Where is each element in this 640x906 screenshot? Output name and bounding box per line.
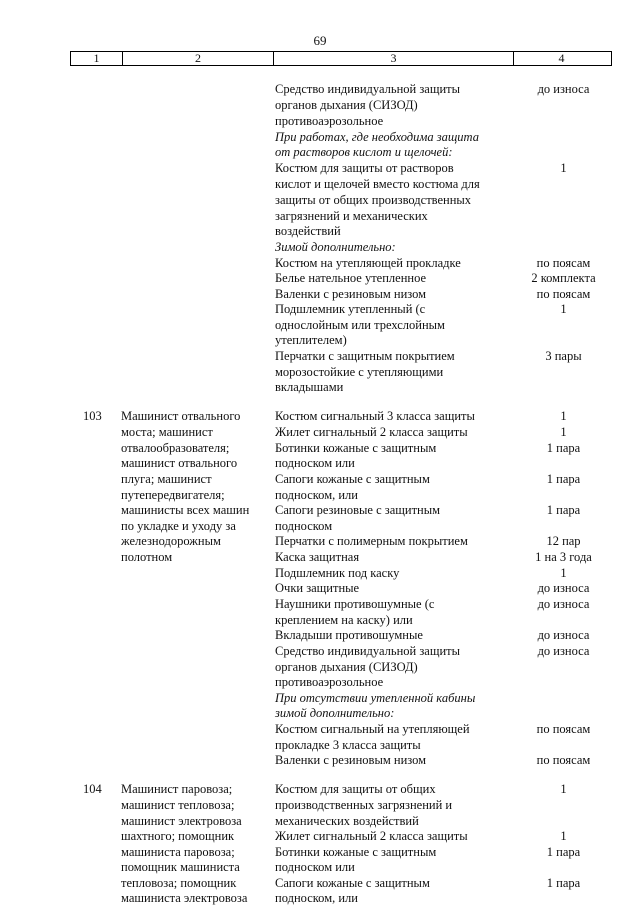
occupation-line: моста; машинист — [121, 425, 213, 439]
occupation-line: тепловоза; помощник — [121, 876, 237, 890]
ppe-item-line: При отсутствии утепленной кабины — [275, 691, 476, 705]
ppe-item-line: загрязнений и механических — [275, 209, 428, 223]
quantity-cell: до износа — [537, 628, 590, 642]
quantity-cell: по поясам — [536, 287, 591, 301]
quantity-cell: 1 — [560, 302, 567, 316]
ppe-item-line: Перчатки с полимерным покрытием — [275, 534, 468, 548]
ppe-item-line: морозостойкие с утепляющими — [275, 365, 444, 379]
ppe-item-line: Зимой дополнительно: — [275, 240, 396, 254]
ppe-item-line: Костюм сигнальный на утепляющей — [275, 722, 470, 736]
ppe-item-line: органов дыхания (СИЗОД) — [275, 660, 418, 674]
ppe-item-line: производственных загрязнений и — [275, 798, 453, 812]
ppe-item-line: Ботинки кожаные с защитным — [275, 845, 437, 859]
ppe-item-line: однослойным или трехслойным — [275, 318, 445, 332]
ppe-item-line: подноском или — [275, 456, 355, 470]
ppe-item-line: противоаэрозольное — [275, 114, 384, 128]
quantity-cell: 1 — [560, 425, 567, 439]
quantity-cell: 1 — [560, 566, 567, 580]
ppe-item-line: защиты от общих производственных — [275, 193, 472, 207]
quantity-cell: 1 пара — [546, 845, 581, 859]
header-col-2: 2 — [123, 52, 274, 65]
quantity-cell: 1 — [560, 782, 567, 796]
occupation-line: машиниста электровоза — [121, 891, 248, 905]
ppe-item-line: органов дыхания (СИЗОД) — [275, 98, 418, 112]
occupation-line: железнодорожным — [121, 534, 221, 548]
quantity-cell: 1 пара — [546, 876, 581, 890]
ppe-item-line: подноском, или — [275, 891, 358, 905]
ppe-item-line: от растворов кислот и щелочей: — [275, 145, 453, 159]
occupation-line: плуга; машинист — [121, 472, 212, 486]
occupation-line: машинист электровоза — [121, 814, 242, 828]
quantity-cell: до износа — [537, 597, 590, 611]
quantity-cell: 1 — [560, 161, 567, 175]
ppe-item-line: противоаэрозольное — [275, 675, 384, 689]
ppe-item-line: воздействий — [275, 224, 341, 238]
occupation-line: путепередвигателя; — [121, 488, 225, 502]
ppe-item-line: подноском или — [275, 860, 355, 874]
ppe-item-line: Костюм на утепляющей прокладке — [275, 256, 461, 270]
ppe-item-line: Ботинки кожаные с защитным — [275, 441, 437, 455]
ppe-item-line: Вкладыши противошумные — [275, 628, 423, 642]
ppe-item-line: зимой дополнительно: — [275, 706, 395, 720]
ppe-item-line: Сапоги кожаные с защитным — [275, 876, 430, 890]
ppe-item-line: Костюм для защиты от общих — [275, 782, 436, 796]
occupation-line: машинист тепловоза; — [121, 798, 235, 812]
ppe-item-line: Валенки с резиновым низом — [275, 287, 427, 301]
quantity-cell: до износа — [537, 644, 590, 658]
ppe-item-line: Сапоги резиновые с защитным — [275, 503, 441, 517]
occupation-line: шахтного; помощник — [121, 829, 235, 843]
ppe-item-line: Костюм сигнальный 3 класса защиты — [275, 409, 475, 423]
occupation-line: машинист отвального — [121, 456, 238, 470]
ppe-item-line: прокладке 3 класса защиты — [275, 738, 421, 752]
ppe-item-line: подноском — [275, 519, 333, 533]
quantity-cell: 12 пар — [546, 534, 581, 548]
ppe-item-line: Каска защитная — [275, 550, 360, 564]
quantity-cell: 2 комплекта — [531, 271, 596, 285]
occupation-line: по укладке и уходу за — [121, 519, 236, 533]
ppe-item-line: Средство индивидуальной защиты — [275, 644, 461, 658]
ppe-item-line: креплением на каску) или — [275, 613, 413, 627]
quantity-cell: 1 пара — [546, 472, 581, 486]
occupation-line: машиниста паровоза; — [121, 845, 235, 859]
ppe-item-line: Жилет сигнальный 2 класса защиты — [275, 425, 468, 439]
quantity-cell: до износа — [537, 82, 590, 96]
ppe-item-line: подноском, или — [275, 488, 358, 502]
ppe-item-line: Подшлемник под каску — [275, 566, 400, 580]
ppe-item-line: Костюм для защиты от растворов — [275, 161, 454, 175]
header-col-1: 1 — [71, 52, 123, 65]
row-number: 104 — [83, 782, 102, 796]
ppe-item-line: Перчатки с защитным покрытием — [275, 349, 455, 363]
quantity-cell: 1 — [560, 829, 567, 843]
header-col-3: 3 — [274, 52, 514, 65]
row-number: 103 — [83, 409, 102, 423]
header-col-4: 4 — [558, 51, 565, 65]
ppe-item-line: вкладышами — [275, 380, 344, 394]
ppe-item-line: Наушники противошумные (с — [275, 597, 435, 611]
ppe-item-line: кислот и щелочей вместо костюма для — [275, 177, 480, 191]
occupation-line: полотном — [121, 550, 173, 564]
quantity-cell: 1 на 3 года — [535, 550, 592, 564]
quantity-cell: по поясам — [536, 722, 591, 736]
quantity-cell: до износа — [537, 581, 590, 595]
occupation-line: Машинист паровоза; — [121, 782, 233, 796]
ppe-item-line: Средство индивидуальной защиты — [275, 82, 461, 96]
quantity-cell: по поясам — [536, 256, 591, 270]
quantity-cell: 1 пара — [546, 441, 581, 455]
ppe-item-line: Жилет сигнальный 2 класса защиты — [275, 829, 468, 843]
ppe-item-line: Очки защитные — [275, 581, 360, 595]
table-header — [70, 51, 612, 66]
quantity-cell: 1 — [560, 409, 567, 423]
ppe-item-line: механических воздействий — [275, 814, 419, 828]
page-number: 69 — [313, 33, 327, 48]
quantity-cell: 1 пара — [546, 503, 581, 517]
ppe-item-line: утеплителем) — [275, 333, 347, 347]
ppe-item-line: Валенки с резиновым низом — [275, 753, 427, 767]
quantity-cell: 3 пары — [545, 349, 582, 363]
occupation-line: помощник машиниста — [121, 860, 240, 874]
ppe-item-line: Белье нательное утепленное — [275, 271, 427, 285]
ppe-item-line: Подшлемник утепленный (с — [275, 302, 426, 316]
ppe-item-line: При работах, где необходима защита — [275, 130, 479, 144]
ppe-item-line: Сапоги кожаные с защитным — [275, 472, 430, 486]
quantity-cell: по поясам — [536, 753, 591, 767]
occupation-line: отвалообразователя; — [121, 441, 230, 455]
occupation-line: машинисты всех машин — [121, 503, 250, 517]
occupation-line: Машинист отвального — [121, 409, 241, 423]
